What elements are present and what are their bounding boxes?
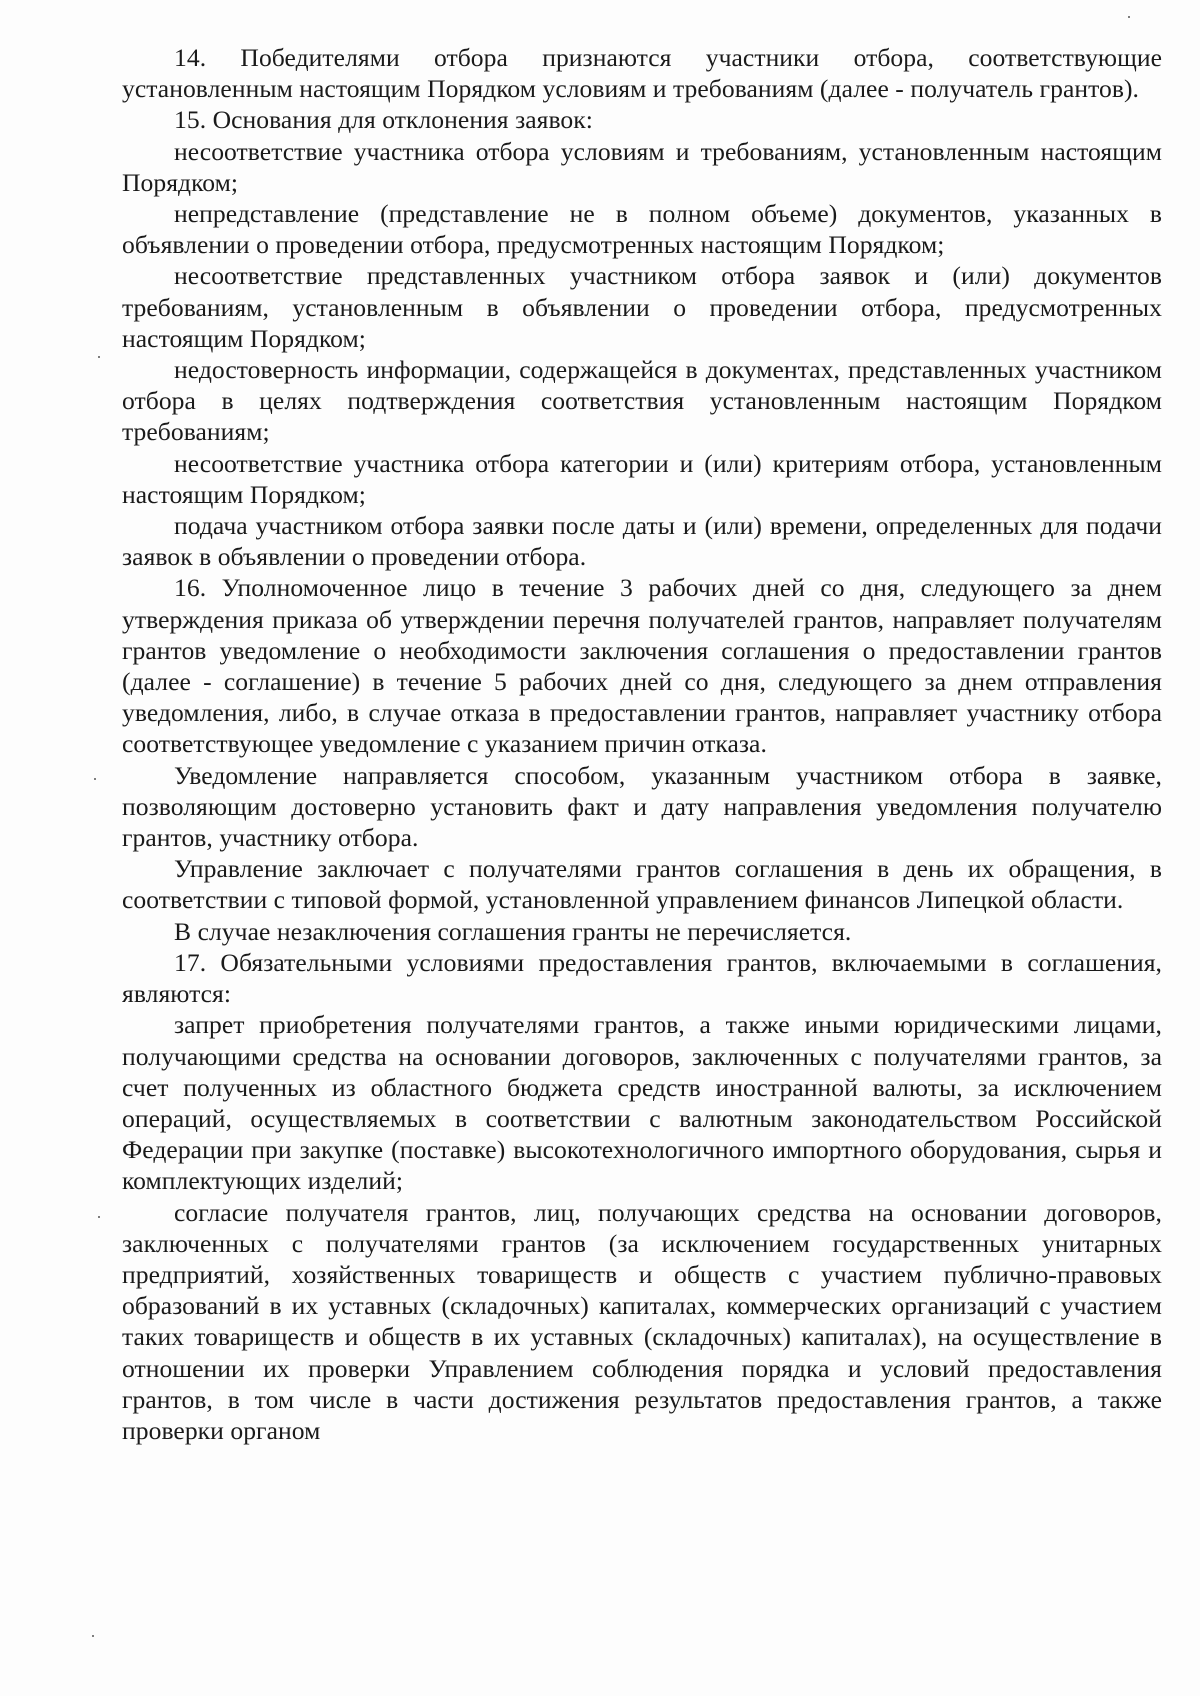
rejection-ground-4: недостоверность информации, содержащейся в документах, представленных участником отбора в целях подтверждения соответствия установленным настоящим Порядком требованиям; xyxy=(122,355,1162,447)
no-agreement-clause: В случае незаключения соглашения гранты не перечисляется. xyxy=(174,916,852,946)
paragraph-14-winners: 14. Победителями отбора признаются участники отбора, соответствующие установленным настоящим Порядком условиям и требованиям (далее - получатель грантов). xyxy=(122,43,1162,104)
rejection-ground-3: несоответствие представленных участником отбора заявок и (или) документов требованиям, установленным в объявлении о проведении отбора, предусмотренных настоящим Порядком; xyxy=(122,261,1162,353)
paragraph-17-conditions: 17. Обязательными условиями предоставления грантов, включаемыми в соглашения, являются: xyxy=(122,947,1162,1009)
scan-speck xyxy=(1128,16,1130,18)
rejection-ground-5: несоответствие участника отбора категории и (или) критериям отбора, установленным настоящим Порядком; xyxy=(122,448,1162,509)
condition-inspection-consent: согласие получателя грантов, лиц, получающих средства на основании договоров, заключенных с получателями грантов (за исключением государственных унитарных предприятий, хозяйственных товариществ и обществ с участием публично-правовых образований в их уставных (складочных) капиталах, коммерческих организаций с участием таких товариществ и обществ в их уставных (складочных) капиталах), на осуществление в отношении их проверки Управлением соблюдения порядка и условий предоставления грантов, в том числе в части достижения результатов предоставления грантов, а также проверки органом xyxy=(122,1197,1162,1445)
rejection-ground-2: непредставление (представление не в полном объеме) документов, указанных в объявлении о проведении отбора, предусмотренных настоящим Порядком; xyxy=(122,199,1162,260)
document-body xyxy=(122,42,1162,1446)
paragraph-16-notification: 16. Уполномоченное лицо в течение 3 рабочих дней со дня, следующего за днем утверждения приказа об утверждении перечня получателей грантов, направляет получателям грантов уведомление о необходимости заключения соглашения о предоставлении грантов (далее - соглашение) в течение 5 рабочих дней со дня, следующего за днем отправления уведомления, либо, в случае отказа в предоставлении грантов, направляет участнику отбора соответствующее уведомление с указанием причин отказа. xyxy=(122,573,1162,759)
scan-speck xyxy=(92,1635,94,1637)
paragraph-15-rejection-grounds: 15. Основания для отклонения заявок: xyxy=(174,105,593,135)
rejection-ground-6: подача участником отбора заявки после даты и (или) времени, определенных для подачи заявок в объявлении о проведении отбора. xyxy=(122,511,1162,572)
rejection-ground-1: несоответствие участника отбора условиям и требованиям, установленным настоящим Порядком; xyxy=(122,136,1162,197)
scan-speck xyxy=(98,356,100,358)
notification-method: Уведомление направляется способом, указанным участником отбора в заявке, позволяющим достоверно установить факт и дату направления уведомления получателю грантов, участнику отбора. xyxy=(122,760,1162,853)
agreement-conclusion: Управление заключает с получателями грантов соглашения в день их обращения, в соответствии с типовой формой, установленной управлением финансов Липецкой области. xyxy=(122,854,1162,915)
scan-speck xyxy=(94,778,96,780)
scan-speck xyxy=(98,1216,100,1218)
condition-currency-ban: запрет приобретения получателями грантов, а также иными юридическими лицами, получающими средства на основании договоров, заключенных с получателями грантов, за счет полученных из областного бюджета средств иностранной валюты, за исключением операций, осуществляемых в соответствии с валютным законодательством Российской Федерации при закупке (поставке) высокотехнологичного импортного оборудования, сырья и комплектующих изделий; xyxy=(122,1010,1162,1196)
